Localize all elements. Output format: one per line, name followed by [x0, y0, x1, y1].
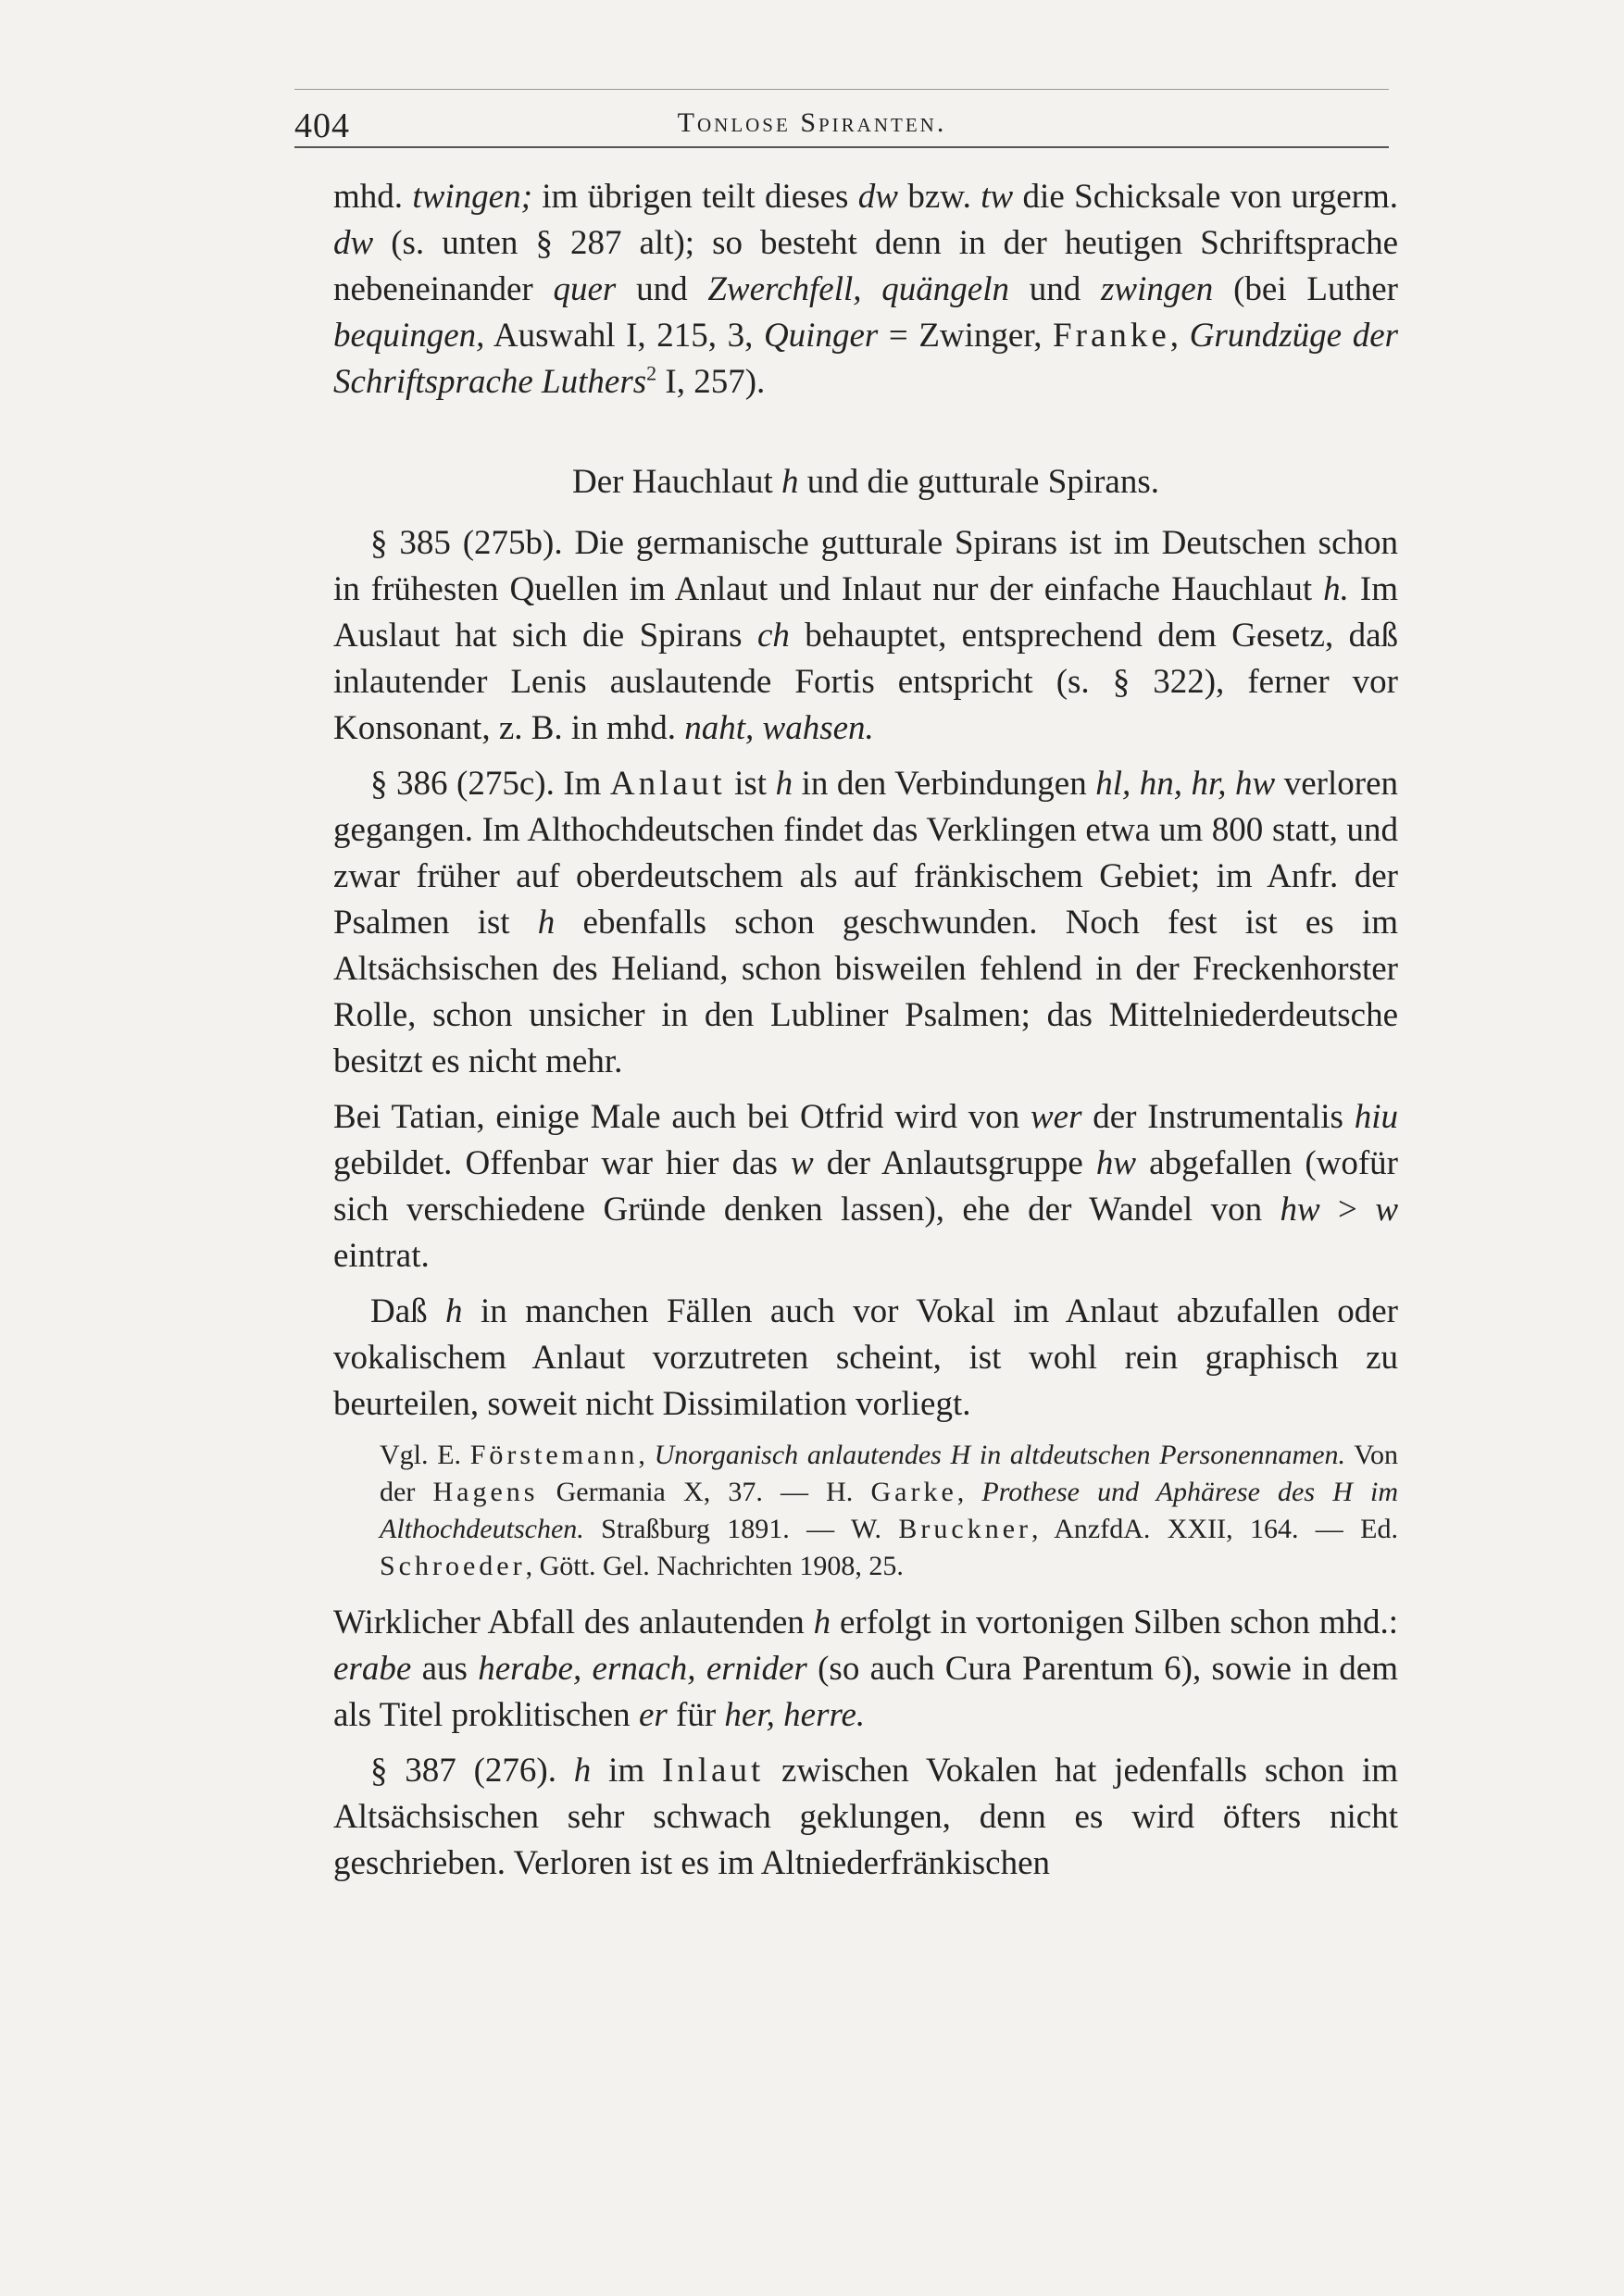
paragraph-abfall: Wirklicher Abfall des anlautenden h erfolgt in vortonigen Silben schon mhd.: erabe aus herabe, ernach, ernider (so auch Cura Parentum 6), sowie in dem als Titel proklitischen er für her, herre.	[333, 1603, 1398, 1734]
page-number: 404	[294, 106, 350, 145]
paragraph-1: mhd. twingen; im übrigen teilt dieses dw bzw. tw die Schicksale von urgerm. dw (s. unten § 287 alt); so besteht denn in der heutigen Schriftsprache nebeneinander quer und Zwerchfell, quängeln und zwingen (bei Luther bequingen, Auswahl I, 215, 3, Quinger = Zwinger, Franke, Grundzüge der Schriftsprache Luthers$^2$ I, 257).	[333, 178, 1399, 401]
body-text	[333, 174, 1398, 1896]
bibliography-note: Vgl. E. Förstemann, Unorganisch anlautendes H in altdeutschen Personennamen. Von der Hagens Germania X, 37. — H. Garke, Prothese und Aphärese des H im Althochdeutschen. Straßburg 1891. — W. Bruckner, AnzfdA. XXII, 164. — Ed. Schroeder, Gött. Gel. Nachrichten 1908, 25.	[380, 1440, 1399, 1581]
header-top-rule	[294, 89, 1389, 90]
paragraph-tatian: Bei Tatian, einige Male auch bei Otfrid wird von wer der Instrumentalis hiu gebildet. Offenbar war hier das w der Anlautsgruppe hw abgefallen (wofür sich verschiedene Gründe denken lassen), ehe der Wandel von hw > w eintrat.	[333, 1098, 1399, 1275]
paragraph-385: § 385 (275b). Die germanische gutturale Spirans ist im Deutschen schon in frühesten Quellen im Anlaut und Inlaut nur der einfache Hauchlaut h. Im Auslaut hat sich die Spirans ch behauptet, entsprechend dem Gesetz, daß inlautender Lenis auslautende Fortis entspricht (s. § 322), ferner vor Konsonant, z. B. in mhd. naht, wahsen.	[333, 524, 1399, 747]
running-head: Tonlose Spiranten.	[677, 107, 947, 138]
section-heading: Der Hauchlaut h und die gutturale Spirans.	[572, 463, 1159, 501]
paragraph-dass-h: Daß h in manchen Fällen auch vor Vokal im Anlaut abzufallen oder vokalischem Anlaut vorzutreten scheint, ist wohl rein graphisch zu beurteilen, soweit nicht Dissimilation vorliegt.	[333, 1292, 1398, 1423]
header-bottom-rule	[294, 146, 1389, 148]
paragraph-386: § 386 (275c). Im Anlaut ist h in den Verbindungen hl, hn, hr, hw verloren gegangen. Im Althochdeutschen findet das Verklingen etwa um 800 statt, und zwar früher auf oberdeutschem als auf fränkischem Gebiet; im Anfr. der Psalmen ist h ebenfalls schon geschwunden. Noch fest ist es im Altsächsischen des Heliand, schon bisweilen fehlend in der Freckenhorster Rolle, schon unsicher in den Lubliner Psalmen; das Mittelniederdeutsche besitzt es nicht mehr.	[333, 765, 1398, 1080]
paragraph-387: § 387 (276). h im Inlaut zwischen Vokalen hat jedenfalls schon im Altsächsischen sehr schwach geklungen, denn es wird öfters nicht geschrieben. Verloren ist es im Altniederfränkischen	[333, 1752, 1398, 1882]
